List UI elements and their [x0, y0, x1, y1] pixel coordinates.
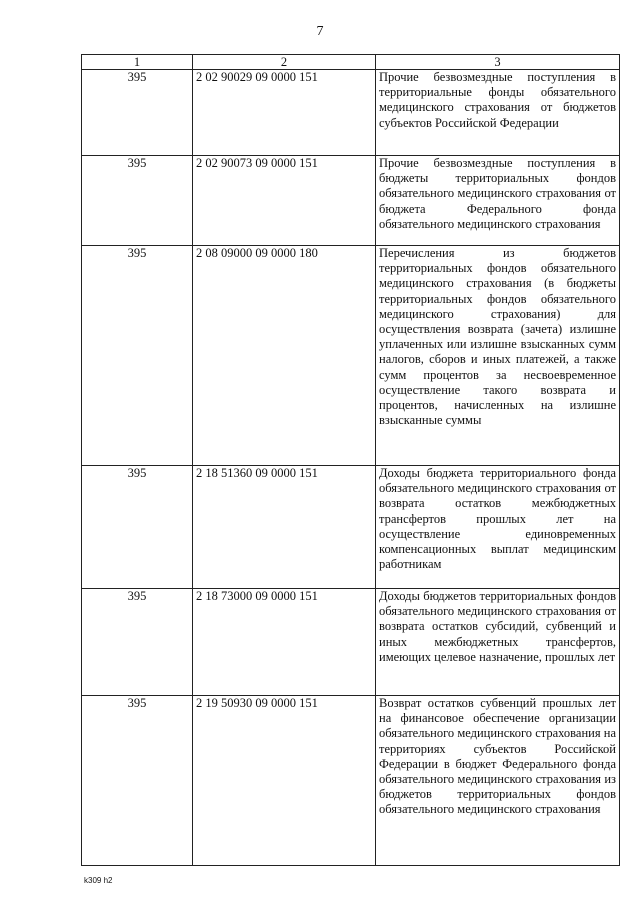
classification-code-cell: 2 18 73000 09 0000 151 — [193, 589, 376, 696]
footer-document-code: k309 h2 — [84, 876, 113, 885]
revenue-name-cell: Прочие безвозмездные поступления в территориальные фонды обязательного медицинского страхования от бюджетов субъектов Российской Федерации — [376, 70, 620, 156]
table-row — [82, 246, 620, 466]
table-header — [82, 55, 620, 70]
table-row — [82, 589, 620, 696]
classification-code-cell: 2 02 90029 09 0000 151 — [193, 70, 376, 156]
revenue-name-cell: Перечисления из бюджетов территориальных фондов обязательного медицинского страхования (в бюджеты территориальных фондов обязательного медицинского страхования) для осуществления возврата (зачета) излишне уплаченных или излишне взысканных сумм налогов, сборов и иных платежей, а также сумм процентов за несвоевременное осуществление такого возврата и процентов, начисленных на излишне взысканные суммы — [376, 246, 620, 466]
admin-code-cell: 395 — [82, 246, 193, 466]
budget-codes-table — [81, 54, 620, 866]
column-header-1: 1 — [82, 55, 193, 70]
column-header-3: 3 — [376, 55, 620, 70]
admin-code-cell: 395 — [82, 696, 193, 866]
table-row — [82, 70, 620, 156]
table-row — [82, 696, 620, 866]
classification-code-cell: 2 19 50930 09 0000 151 — [193, 696, 376, 866]
admin-code-cell: 395 — [82, 589, 193, 696]
revenue-name-cell: Доходы бюджетов территориальных фондов обязательного медицинского страхования от возврата остатков субсидий, субвенций и иных межбюджетных трансфертов, имеющих целевое назначение, прошлых лет — [376, 589, 620, 696]
header-row — [82, 55, 620, 70]
table-row — [82, 156, 620, 246]
page-number: 7 — [316, 24, 324, 39]
admin-code-cell: 395 — [82, 156, 193, 246]
column-header-2: 2 — [193, 55, 376, 70]
revenue-name-cell: Прочие безвозмездные поступления в бюджеты территориальных фондов обязательного медицинского страхования от бюджета Федерального фонда обязательного медицинского страхования — [376, 156, 620, 246]
table-body — [82, 70, 620, 866]
classification-code-cell: 2 08 09000 09 0000 180 — [193, 246, 376, 466]
revenue-name-cell: Доходы бюджета территориального фонда обязательного медицинского страхования от возврата остатков межбюджетных трансфертов прошлых лет на осуществление единовременных компенсационных выплат медицинским работникам — [376, 466, 620, 589]
admin-code-cell: 395 — [82, 466, 193, 589]
admin-code-cell: 395 — [82, 70, 193, 156]
classification-code-cell: 2 18 51360 09 0000 151 — [193, 466, 376, 589]
revenue-name-cell: Возврат остатков субвенций прошлых лет на финансовое обеспечение организации обязательного медицинского страхования на территориях субъектов Российской Федерации в бюджет Федерального фонда обязательного медицинского страхования из бюджетов территориальных фондов обязательного медицинского страхования — [376, 696, 620, 866]
classification-code-cell: 2 02 90073 09 0000 151 — [193, 156, 376, 246]
table-row — [82, 466, 620, 589]
